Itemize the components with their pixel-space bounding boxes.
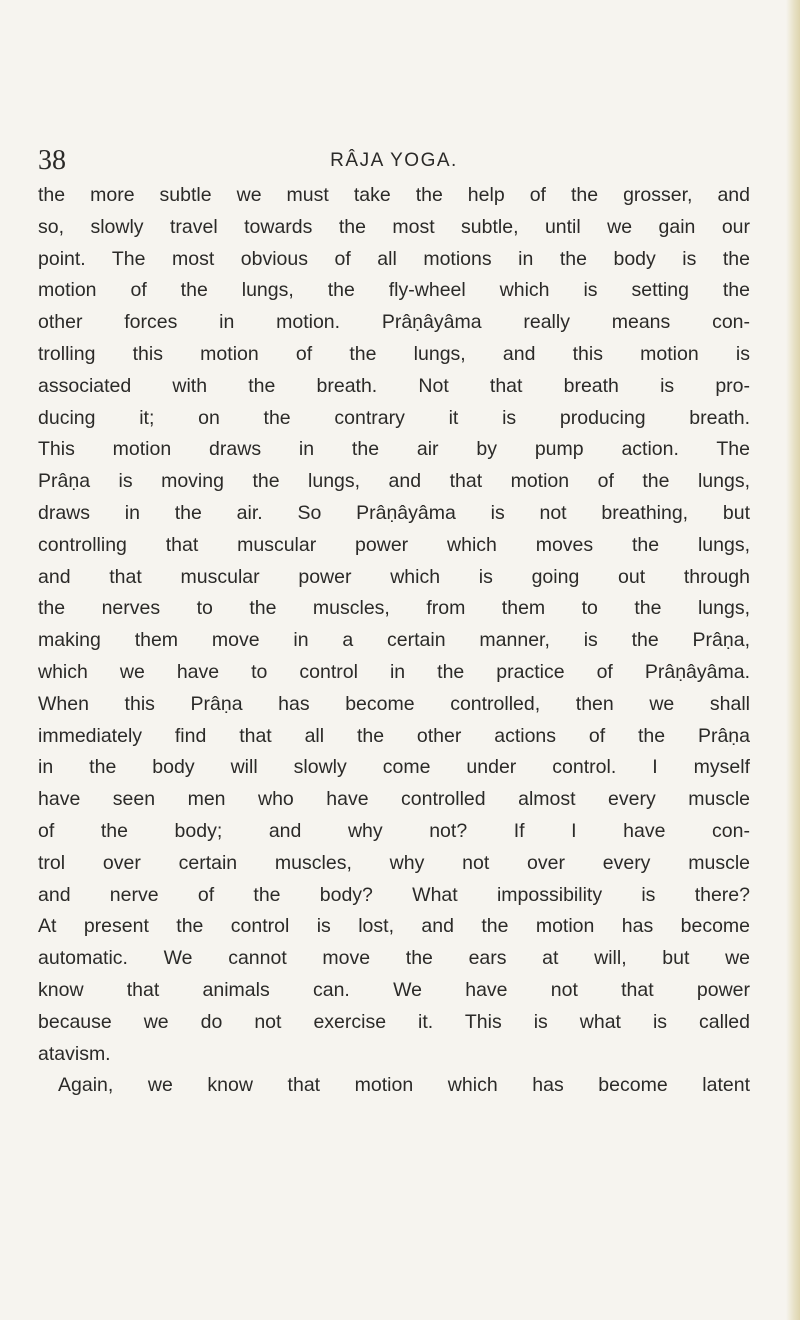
page-number: 38 — [38, 145, 66, 176]
text-line: associated with the breath. Not that breath is pro- — [38, 374, 750, 397]
page-edge-shadow — [786, 0, 800, 1320]
text-line: know that animals can. We have not that power — [38, 978, 750, 1001]
text-line: This motion draws in the air by pump action. The — [38, 438, 750, 461]
paragraph-end-line: atavism. — [38, 1042, 111, 1065]
text-line: of the body; and why not? If I have con- — [38, 819, 750, 842]
text-line: making them move in a certain manner, is the Prâṇa, — [38, 629, 750, 652]
text-line: point. The most obvious of all motions in the body is the — [38, 247, 750, 270]
text-line: motion of the lungs, the fly-wheel which is setting the — [38, 279, 750, 302]
text-line: draws in the air. So Prâṇâyâma is not breathing, but — [38, 501, 750, 524]
text-line: immediately find that all the other actions of the Prâṇa — [38, 724, 750, 747]
text-line: trol over certain muscles, why not over every muscle — [38, 851, 750, 874]
text-line: because we do not exercise it. This is what is called — [38, 1010, 750, 1033]
text-line: When this Prâṇa has become controlled, then we shall — [38, 692, 750, 715]
text-line: and nerve of the body? What impossibility is there? — [38, 883, 750, 906]
body-text — [38, 180, 750, 1102]
text-line: ducing it; on the contrary it is producing breath. — [38, 406, 750, 429]
text-line: trolling this motion of the lungs, and this motion is — [38, 342, 750, 365]
text-line: the more subtle we must take the help of the grosser, and — [38, 184, 750, 206]
text-line: in the body will slowly come under control. I myself — [38, 756, 750, 779]
text-line: At present the control is lost, and the motion has become — [38, 915, 750, 938]
text-line: so, slowly travel towards the most subtle, until we gain our — [38, 215, 750, 238]
text-line: other forces in motion. Prâṇâyâma really means con- — [38, 311, 750, 334]
text-line: have seen men who have controlled almost every muscle — [38, 788, 750, 811]
text-line: and that muscular power which is going out through — [38, 565, 750, 588]
text-line: the nerves to the muscles, from them to the lungs, — [38, 597, 750, 620]
paragraph-start-line: Again, we know that motion which has become latent — [58, 1074, 750, 1097]
text-line: which we have to control in the practice of Prâṇâyâma. — [38, 660, 750, 683]
running-head: RÂJA YOGA. — [330, 150, 458, 171]
text-line: controlling that muscular power which moves the lungs, — [38, 533, 750, 556]
text-line: Prâṇa is moving the lungs, and that motion of the lungs, — [38, 470, 750, 493]
page-header — [38, 146, 750, 182]
text-line: automatic. We cannot move the ears at will, but we — [38, 947, 750, 970]
